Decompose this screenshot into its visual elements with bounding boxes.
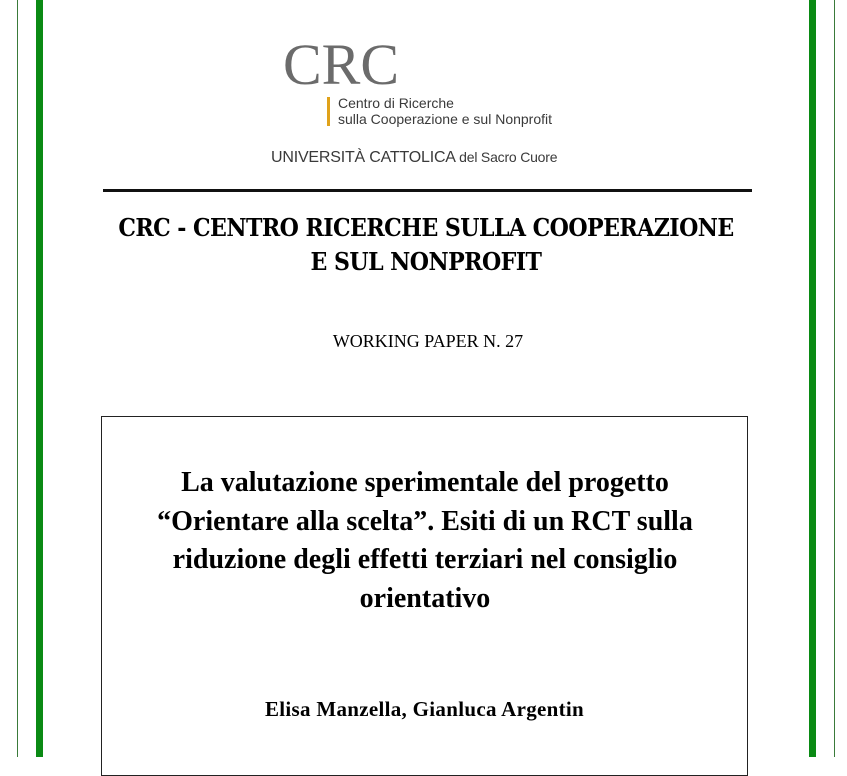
paper-authors: Elisa Manzella, Gianluca Argentin [264, 697, 585, 721]
center-title [89, 211, 762, 279]
page-border-left [36, 0, 43, 757]
logo-subtitle-line1: Centro di Ricerche [338, 95, 454, 111]
logo-subtitle [338, 95, 552, 127]
page-border-left-thin [17, 0, 18, 757]
page-border-right [809, 0, 816, 757]
crc-logo-mark: CRC [283, 32, 400, 97]
paper-title-line4: orientativo [359, 582, 491, 614]
university-name-main: UNIVERSITÀ CATTOLICA [271, 149, 455, 166]
center-title-line2: E SUL NONPROFIT [310, 247, 542, 276]
paper-title-line2: “Orientare alla scelta”. Esiti di un RCT sulla [157, 505, 693, 537]
logo-accent-bar [327, 97, 330, 126]
paper-title [122, 464, 728, 618]
page-border-right-thin [834, 0, 835, 757]
working-paper-number: WORKING PAPER N. 27 [332, 331, 524, 351]
logo-subtitle-line2: sulla Cooperazione e sul Nonprofit [338, 111, 553, 127]
paper-title-line1: La valutazione sperimentale del progetto [181, 467, 669, 498]
paper-title-line3: riduzione degli effetti terziari nel consiglio [172, 544, 678, 575]
university-name-tail: del Sacro Cuore [459, 149, 558, 165]
header-divider [103, 189, 752, 192]
center-title-line1: CRC - CENTRO RICERCHE SULLA COOPERAZIONE [118, 213, 734, 242]
university-name [271, 149, 557, 167]
